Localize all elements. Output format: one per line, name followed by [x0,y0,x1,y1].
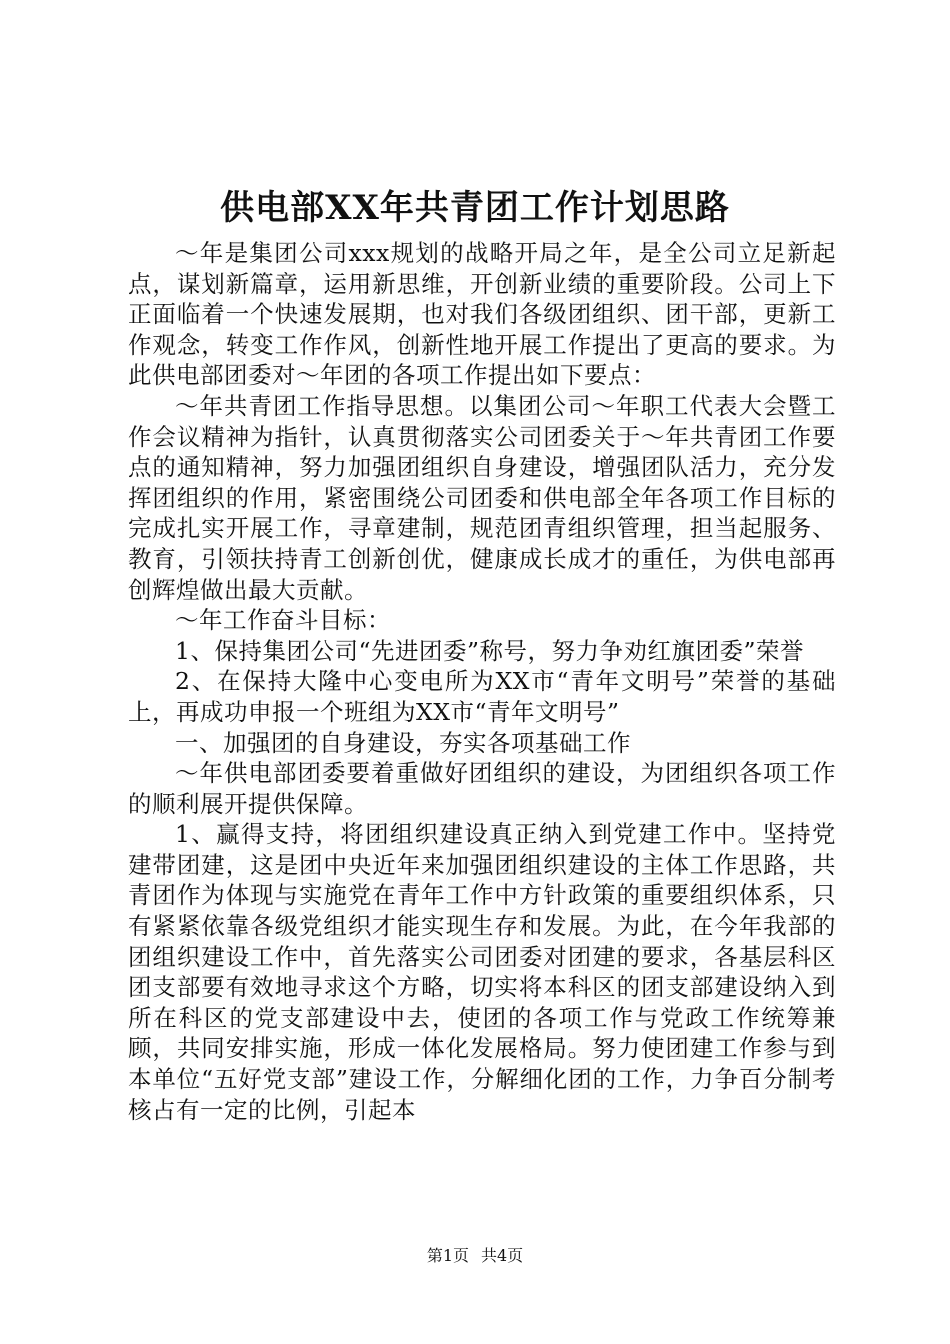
paragraph-goals-heading: ～年工作奋斗目标： [175,606,391,635]
page-footer [0,1245,950,1267]
document-title: 供电部XX年共青团工作计划思路 [220,188,730,228]
paragraph-section-1-intro: ～年供电部团委要着重做好团组织的建设，为团组织各项工作的顺利展开提供保障。 [128,759,836,818]
page-number: 第1页 [426,1246,469,1265]
page-total: 共4页 [481,1246,524,1265]
paragraph-intro: ～年是集团公司xxx规划的战略开局之年，是全公司立足新起点，谋划新篇章，运用新思维，开创新业绩的重要阶段。公司上下正面临着一个快速发展期，也对我们各级团组织、团干部，更新工作观念，转变工作作风，创新性地开展工作提出了更高的要求。为此供电部团委对～年团的各项工作提出如下要点： [128,239,836,390]
paragraph-goal-2: 2、在保持大隆中心变电所为XX市“青年文明号”荣誉的基础上，再成功申报一个班组为XX市“青年文明号” [128,667,836,726]
section-heading-1: 一、加强团的自身建设，夯实各项基础工作 [175,728,631,757]
paragraph-guiding-thought: ～年共青团工作指导思想。以集团公司～年职工代表大会暨工作会议精神为指针，认真贯彻落实公司团委关于～年共青团工作要点的通知精神，努力加强团组织自身建设，增强团队活力，充分发挥团组织的作用，紧密围绕公司团委和供电部全年各项工作目标的完成扎实开展工作，寻章建制，规范团青组织管理，担当起服务、教育，引领扶持青工创新创优，健康成长成才的重任，为供电部再创辉煌做出最大贡献。 [128,391,836,604]
document-body [128,238,836,1125]
paragraph-goal-1: 1、保持集团公司“先进团委”称号，努力争劝红旗团委”荣誉 [175,636,804,665]
paragraph-section-1-item-1: 1、赢得支持，将团组织建设真正纳入到党建工作中。坚持党建带团建，这是团中央近年来加强团组织建设的主体工作思路，共青团作为体现与实施党在青年工作中方针政策的重要组织体系，只有紧紧依靠各级党组织才能实现生存和发展。为此，在今年我部的团组织建设工作中，首先落实公司团委对团建的要求，各基层科区团支部要有效地寻求这个方略，切实将本科区的团支部建设纳入到所在科区的党支部建设中去，使团的各项工作与党政工作统筹兼顾，共同安排实施，形成一体化发展格局。努力使团建工作参与到本单位“五好党支部”建设工作，分解细化团的工作，力争百分制考核占有一定的比例，引起本 [128,820,836,1124]
